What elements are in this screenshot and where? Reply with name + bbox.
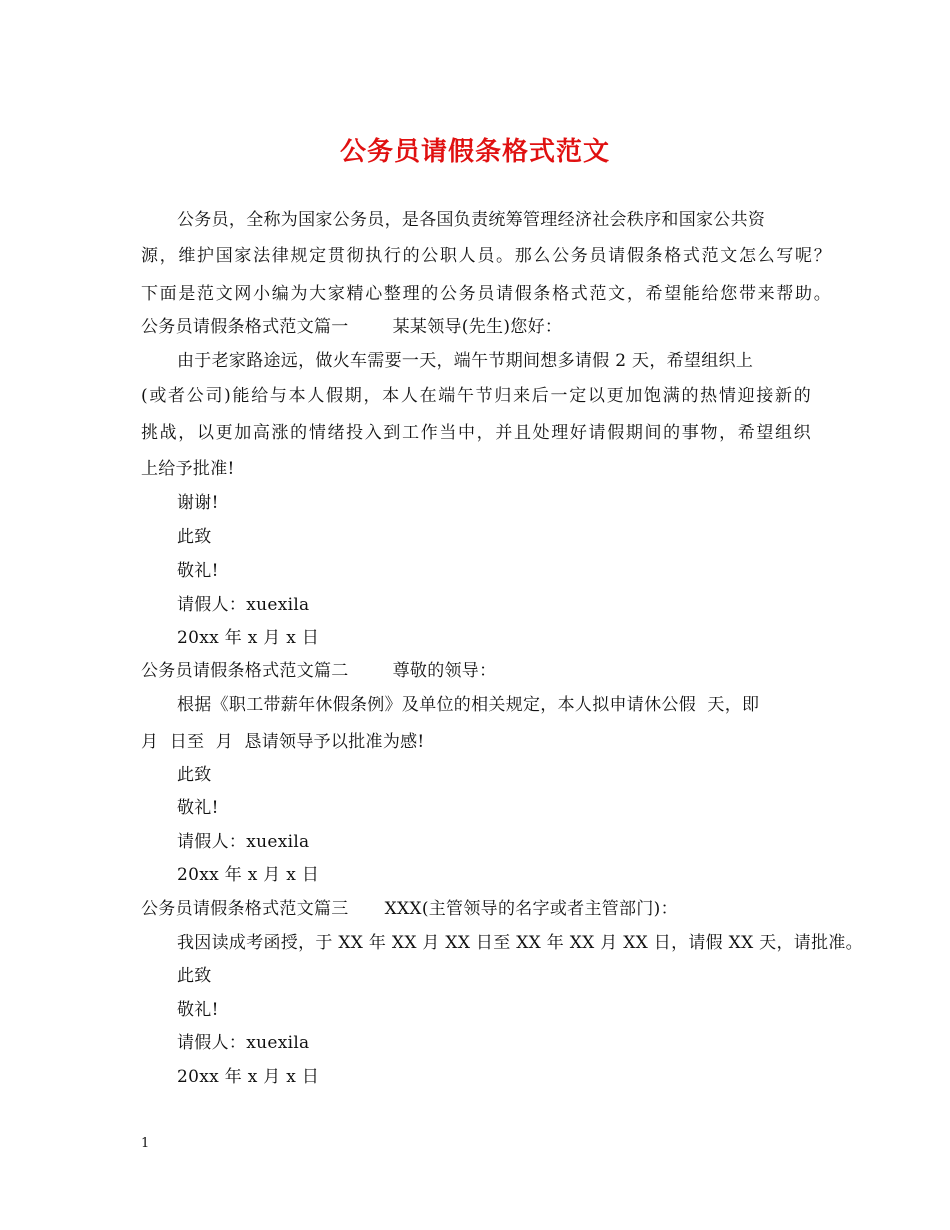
sample2-salutation: 尊敬的领导： bbox=[392, 661, 497, 681]
sample2-heading: 公务员请假条格式范文篇二 bbox=[141, 661, 349, 681]
sample1-body-line-1: 由于老家路途远，做火车需要一天，端午节期间想多请假 2 天，希望组织上 bbox=[177, 351, 754, 371]
sample1-body-line-2: (或者公司)能给与本人假期，本人在端午节归来后一定以更加饱满的热情迎接新的 bbox=[141, 386, 811, 406]
sample2-closing-1: 此致 bbox=[177, 765, 212, 785]
sample1-body-line-3: 挑战，以更加高涨的情绪投入到工作当中，并且处理好请假期间的事物，希望组织 bbox=[141, 423, 811, 443]
sample1-date: 20xx 年 x 月 x 日 bbox=[177, 628, 320, 648]
sample2-body-line-2: 月 日至 月 恳请领导予以批准为感! bbox=[141, 732, 425, 752]
sample3-closing-2: 敬礼! bbox=[177, 1000, 219, 1020]
sample1-closing-2: 敬礼! bbox=[177, 561, 219, 581]
sample2-signer: 请假人：xuexila bbox=[177, 832, 310, 852]
sample3-body: 我因读成考函授，于 XX 年 XX 月 XX 日至 XX 年 XX 月 XX 日，请假 XX 天，请批准。 bbox=[177, 933, 863, 953]
sample3-heading: 公务员请假条格式范文篇三 bbox=[141, 899, 349, 919]
intro-line-2: 源，维护国家法律规定贯彻执行的公职人员。那么公务员请假条格式范文怎么写呢？ bbox=[141, 246, 831, 266]
sample2-body-line-1: 根据《职工带薪年休假条例》及单位的相关规定，本人拟申请休公假 天，即 bbox=[177, 695, 760, 715]
sample3-date: 20xx 年 x 月 x 日 bbox=[177, 1067, 320, 1087]
intro-line-3: 下面是范文网小编为大家精心整理的公务员请假条格式范文，希望能给您带来帮助。 bbox=[141, 284, 831, 304]
sample3-signer: 请假人：xuexila bbox=[177, 1033, 310, 1053]
sample1-signer: 请假人：xuexila bbox=[177, 595, 310, 615]
intro-line-1: 公务员，全称为国家公务员，是各国负责统筹管理经济社会秩序和国家公共资 bbox=[177, 210, 766, 230]
sample2-closing-2: 敬礼! bbox=[177, 798, 219, 818]
sample2-date: 20xx 年 x 月 x 日 bbox=[177, 865, 320, 885]
page-number: 1 bbox=[141, 1136, 150, 1151]
sample1-thanks: 谢谢! bbox=[177, 493, 219, 513]
sample1-heading: 公务员请假条格式范文篇一 bbox=[141, 317, 349, 337]
sample2-heading-line bbox=[141, 659, 831, 683]
sample3-heading-line bbox=[141, 897, 831, 921]
sample3-closing-1: 此致 bbox=[177, 966, 212, 986]
sample1-closing-1: 此致 bbox=[177, 527, 212, 547]
document-title: 公务员请假条格式范文 bbox=[339, 137, 610, 167]
sample3-salutation: XXX(主管领导的名字或者主管部门)： bbox=[384, 899, 678, 919]
sample1-body-line-4: 上给予批准! bbox=[141, 459, 235, 479]
sample1-heading-line bbox=[141, 315, 831, 339]
sample1-salutation: 某某领导(先生)您好： bbox=[392, 317, 563, 337]
